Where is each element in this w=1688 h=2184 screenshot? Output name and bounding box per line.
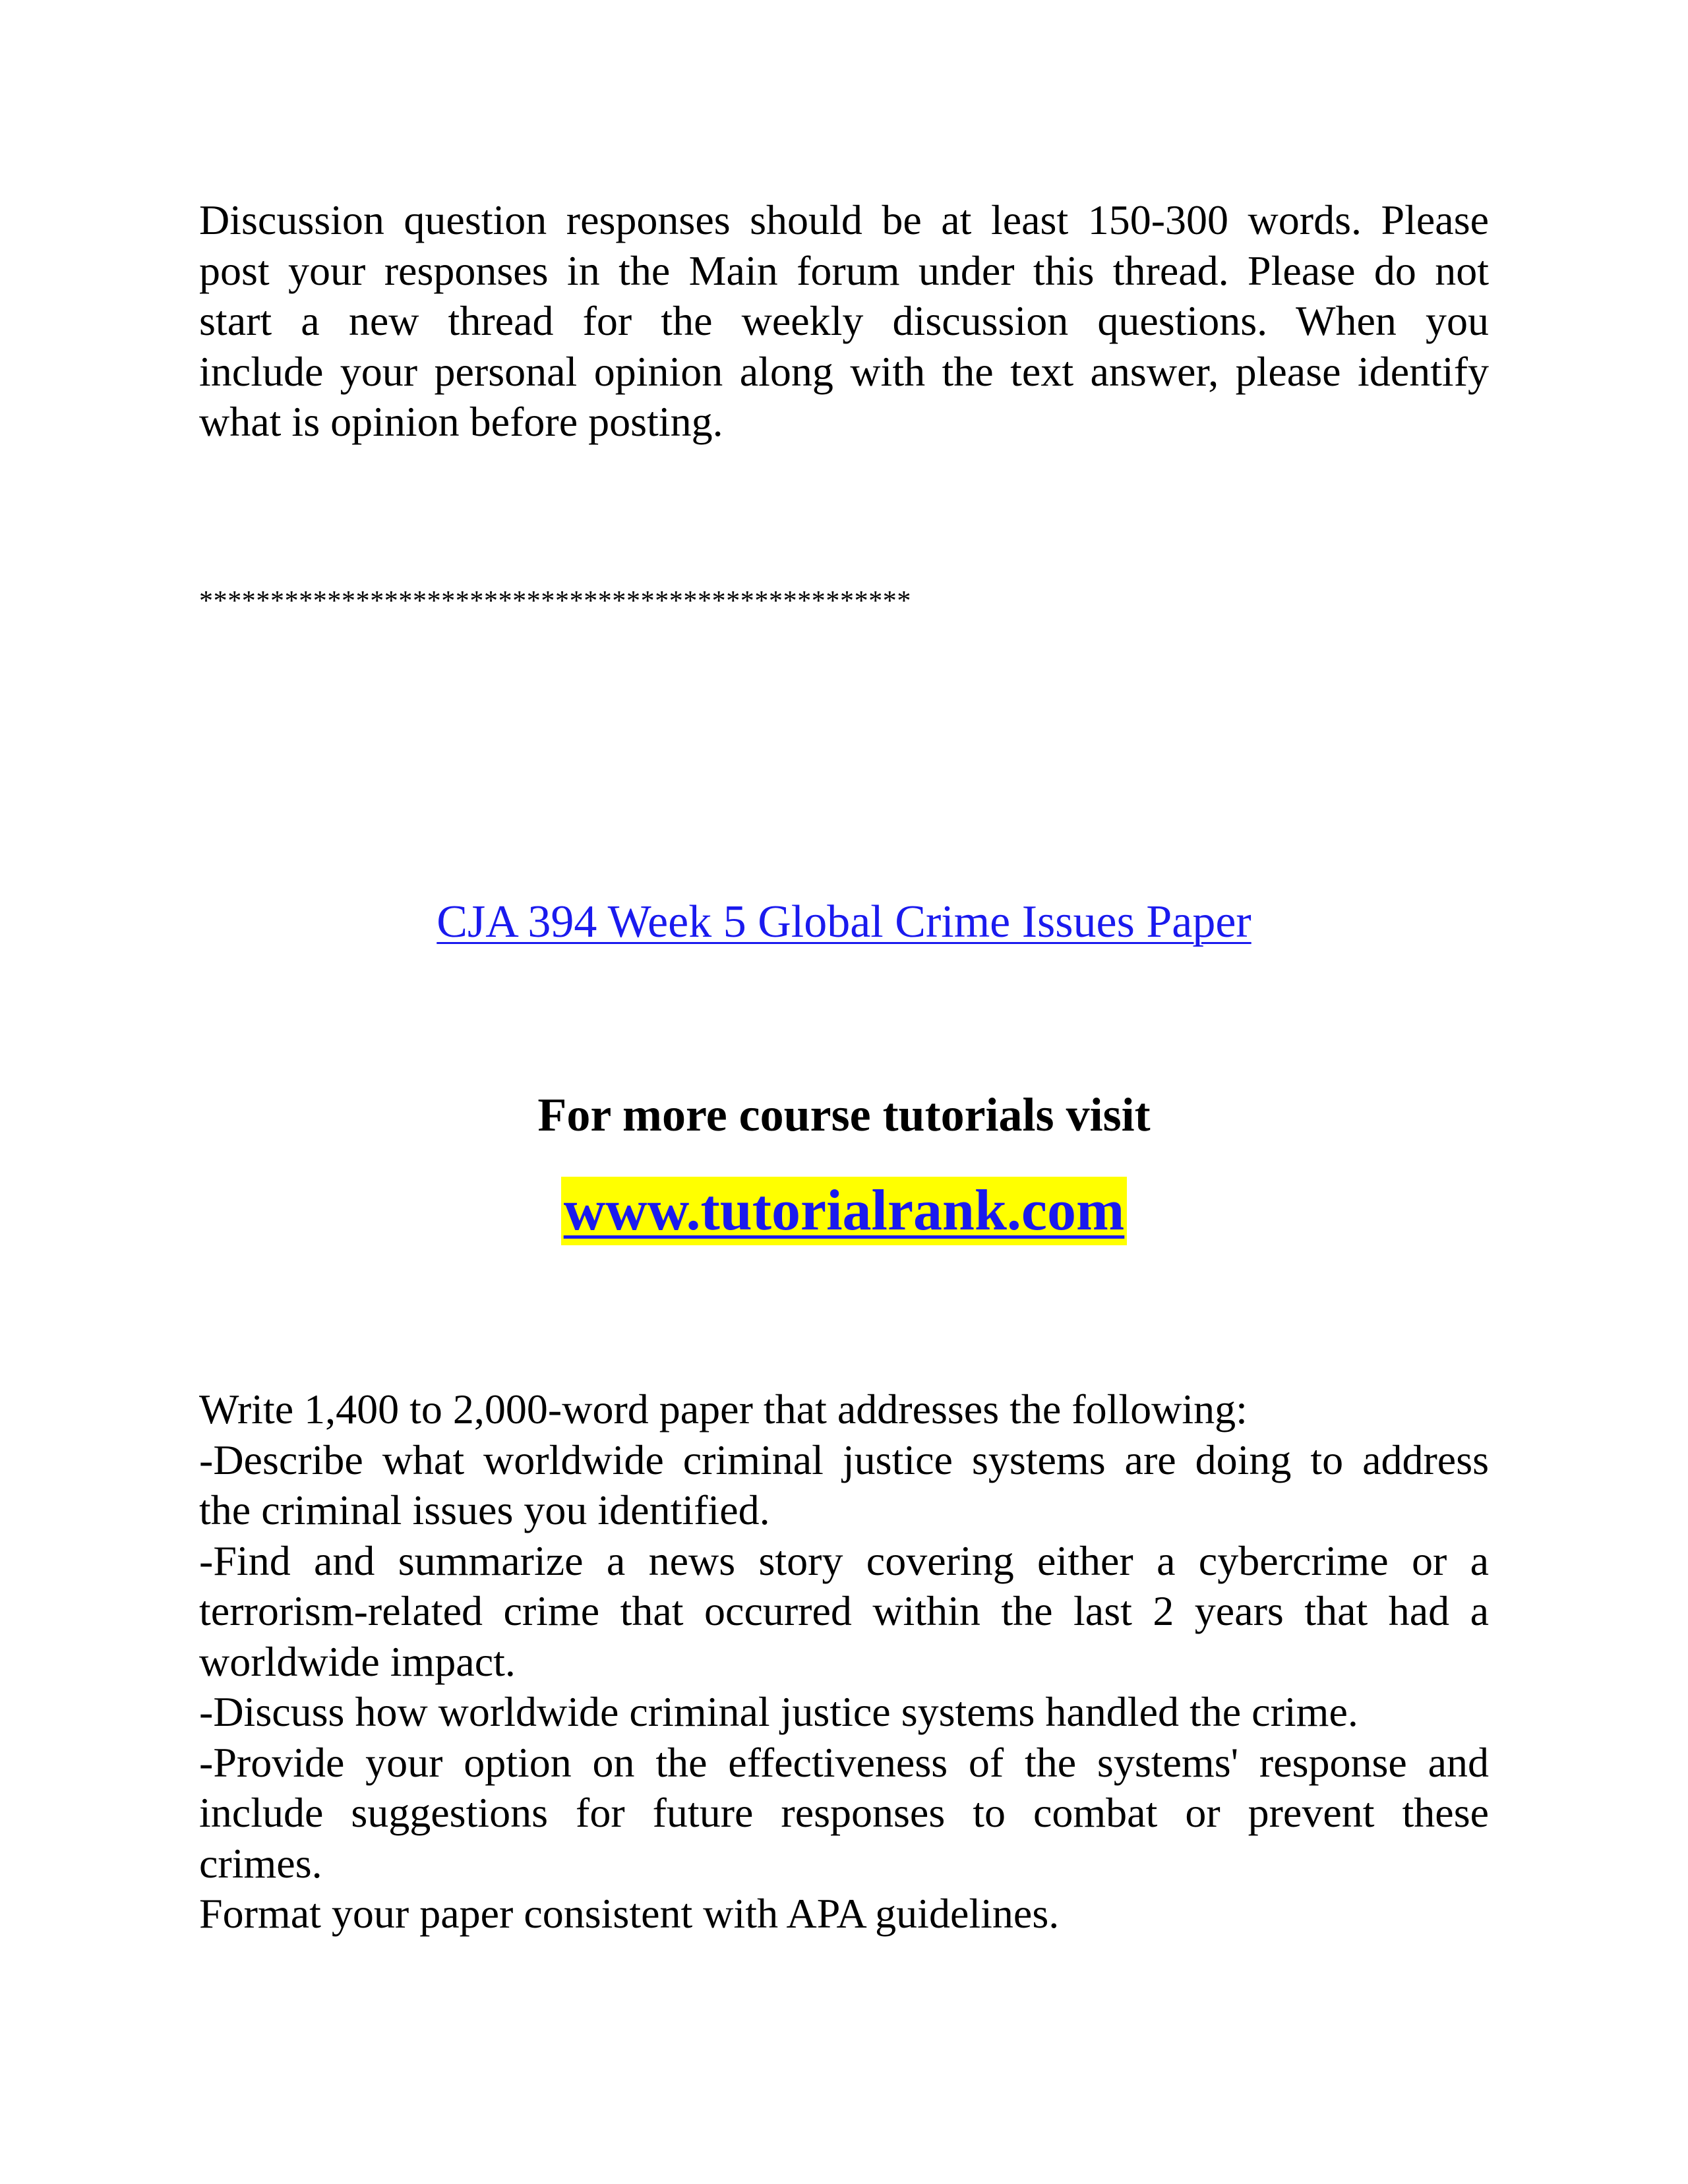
assignment-line: -Find and summarize a news story covering either a cybercrime or a [199,1537,1489,1584]
promo-label: For more course tutorials visit [537,1088,1151,1141]
assignment-line: crimes. [199,1839,322,1887]
intro-line: what is opinion before posting. [199,398,723,445]
assignment-paragraph [199,1384,1489,1939]
tutorial-site-link[interactable]: www.tutorialrank.com [561,1177,1128,1245]
assignment-line: terrorism-related crime that occurred within the last 2 years that had a [199,1587,1489,1634]
intro-line: Discussion question responses should be at least 150-300 words. Please [199,196,1489,243]
course-title-link[interactable]: CJA 394 Week 5 Global Crime Issues Paper [437,897,1251,947]
promo-site-wrapper [0,1177,1688,1245]
asterisk-separator: ************************************************** [199,586,911,616]
intro-line: start a new thread for the weekly discussion questions. When you [199,297,1489,344]
assignment-line: -Provide your option on the effectiveness of the systems' response and [199,1738,1489,1786]
intro-paragraph [199,195,1489,448]
assignment-line: the criminal issues you identified. [199,1487,770,1533]
assignment-line: worldwide impact. [199,1638,516,1685]
assignment-line: Format your paper consistent with APA guidelines. [199,1890,1060,1937]
assignment-line: -Discuss how worldwide criminal justice systems handled the crime. [199,1688,1358,1735]
intro-line: include your personal opinion along with the text answer, please identify [199,347,1489,395]
assignment-line: include suggestions for future responses to combat or prevent these [199,1789,1489,1836]
assignment-line: Write 1,400 to 2,000-word paper that addresses the following: [199,1386,1248,1432]
assignment-line: -Describe what worldwide criminal justice systems are doing to address [199,1436,1489,1483]
intro-line: post your responses in the Main forum under this thread. Please do not [199,247,1489,294]
